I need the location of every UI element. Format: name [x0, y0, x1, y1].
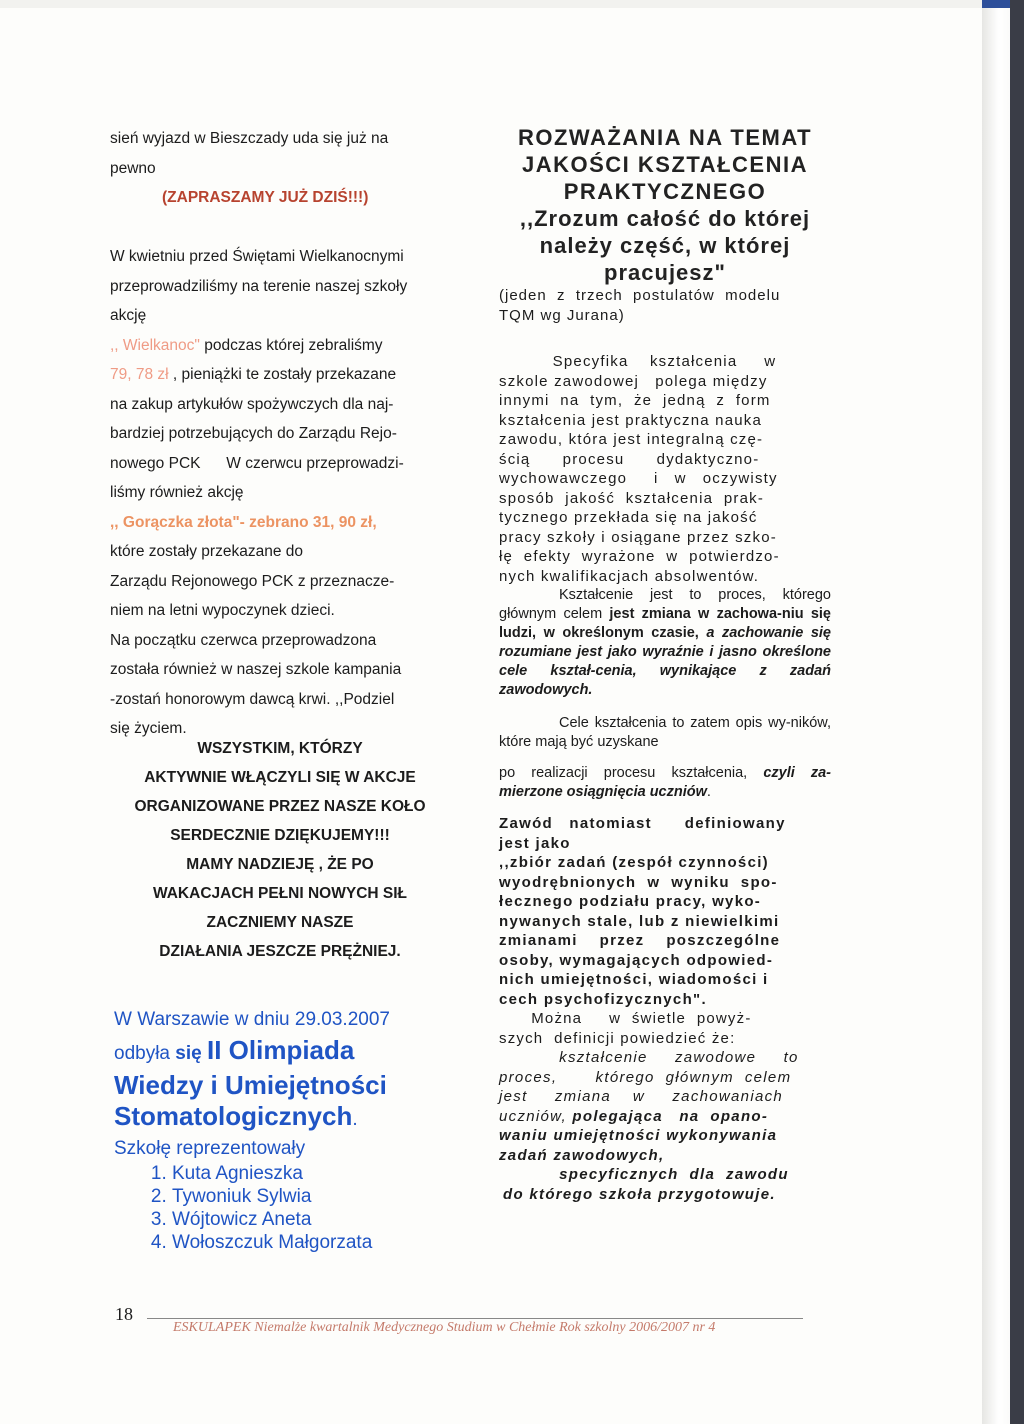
definition-line: osoby, wymagających odpowied-: [499, 951, 774, 969]
thanks-block: [100, 734, 460, 966]
list-item: 2. Tywoniuk Sylwia: [172, 1185, 474, 1208]
conclusion-block: [499, 1009, 831, 1204]
conclusion-bold-italic: specyficznych dla zawodu: [499, 1166, 789, 1183]
definition-line: nich umiejętności, wiadomości i: [499, 971, 769, 988]
para-line: zawodu, która jest integralną czę-: [499, 431, 764, 448]
definition-line: nywanych stale, lub z niewielkimi: [499, 912, 780, 930]
conclusion-bold-italic: waniu umiejętności wykonywania: [499, 1127, 778, 1144]
para2-a: Kształcenie jest to proces, którego głównym celem: [499, 587, 831, 622]
event1-tail: , pieniążki te zostały przekazane: [168, 366, 397, 383]
page-top-edge: [0, 0, 1024, 8]
olympiad-block: [114, 1006, 474, 1254]
names-list: [114, 1162, 474, 1254]
intro-line: pewno: [110, 159, 156, 177]
olympiad-dot: .: [352, 1109, 358, 1130]
text-line: nowego PCK W czerwcu przeprowadzi-: [110, 454, 404, 472]
para3: Cele kształcenia to zatem opis wy-ników, które mają być uzyskane: [499, 715, 831, 750]
para-line: szkole zawodowej polega między: [499, 372, 768, 390]
para4-c: .: [706, 784, 711, 800]
definition-line: łecznego podziału pracy, wyko-: [499, 893, 762, 910]
conclusion-bold-italic: do którego szkoła przygotowuje.: [503, 1185, 776, 1203]
article-title: ROZWAŻANIA NA TEMAT: [517, 125, 813, 150]
event1-amount-line: [110, 360, 450, 390]
conclusion-line: Można w świetle powyż-: [499, 1010, 752, 1027]
article-quote: ,,Zrozum całość do której: [519, 206, 811, 231]
thanks-line: AKTYWNIE WŁĄCZYLI SIĘ W AKCJE: [144, 769, 416, 786]
intro-line: sień wyjazd w Bieszczady uda się już na: [110, 130, 389, 147]
conclusion-line: szych definicji powiedzieć że:: [499, 1029, 736, 1047]
definition-line: Zawód natomiast definiowany: [499, 815, 786, 832]
para2-b: jest zmiana w zachowa-niu się ludzi, w określonym czasie,: [499, 606, 832, 641]
para-line: Specyfika kształcenia w: [499, 353, 777, 370]
text-line: przeprowadziliśmy na terenie naszej szkoły: [110, 277, 408, 295]
definition-line: zmianami przez poszczególne: [499, 932, 781, 949]
scan-dark-edge: [1010, 0, 1024, 1424]
olympiad-title: Wiedzy i Umiejętności: [114, 1070, 387, 1100]
text-line: się życiem.: [110, 720, 187, 737]
olympiad-title: II Olimpiada: [206, 1035, 355, 1065]
left-column: [110, 124, 450, 744]
article-title: JAKOŚCI KSZTAŁCENIA: [522, 152, 808, 177]
article-title: PRAKTYCZNEGO: [563, 179, 767, 204]
event1-line: [110, 331, 450, 361]
article-quote: należy część, w której: [539, 233, 791, 258]
para1: [499, 352, 831, 586]
list-item: 1. Kuta Agnieszka: [172, 1162, 474, 1185]
thanks-line: ORGANIZOWANE PRZEZ NASZE KOŁO: [134, 798, 426, 815]
text-line: liśmy również akcję: [110, 484, 244, 501]
right-column: [499, 124, 831, 1204]
thanks-line: MAMY NADZIEJĘ , ŻE PO: [186, 856, 374, 873]
thanks-line: WAKACJACH PEŁNI NOWYCH SIŁ: [152, 885, 408, 902]
para-line: tycznego przekłada się na jakość: [499, 509, 758, 526]
thanks-line: SERDECZNIE DZIĘKUJEMY!!!: [170, 827, 390, 844]
olympiad-line: [114, 1034, 474, 1070]
para4-b: czyli za-mierzone osiągnięcia uczniów: [499, 765, 831, 800]
article-subtitle: (jeden z trzech postulatów modelu: [499, 287, 781, 304]
conclusion-italic-b: polegająca na opano-: [572, 1107, 769, 1125]
para-line: pracy szkoły i osiągane przez szko-: [499, 528, 777, 546]
para2-c: a zachowanie się rozumiane jest jako wyraźnie i jasno określone cele kształ-cenia, wynikające z zadań zawodowych.: [499, 625, 831, 698]
invite-text: (ZAPRASZAMY JUŻ DZIŚ!!!): [162, 189, 369, 206]
definition-line: cech psychofizycznych".: [499, 990, 707, 1008]
conclusion-mixed: [499, 1107, 831, 1127]
para-line: sposób jakość kształcenia prak-: [499, 489, 765, 507]
para-line: kształcenia jest praktyczna nauka: [499, 411, 763, 429]
para2: [499, 586, 831, 700]
list-item: 3. Wójtowicz Aneta: [172, 1208, 474, 1231]
conclusion-italic: proces, którego głównym celem: [499, 1068, 792, 1086]
event1-amount: 79, 78 zł: [110, 366, 169, 383]
text-line: została również w naszej szkole kampania: [110, 661, 402, 678]
definition-line: wyodrębnionych w wyniku spo-: [499, 873, 778, 891]
text-line: W kwietniu przed Świętami Wielkanocnymi: [110, 248, 404, 265]
para-line: nych kwalifikacjach absolwentów.: [499, 567, 760, 585]
text-line: bardziej potrzebujących do Zarządu Rejo-: [110, 425, 397, 442]
text-line: Na początku czerwca przeprowadzona: [110, 631, 377, 649]
text-line: niem na letni wypoczynek dzieci.: [110, 602, 335, 619]
olympiad-text: odbyła: [114, 1043, 176, 1064]
para4: [499, 764, 831, 802]
definition-block: [499, 814, 831, 1009]
text-line: na zakup artykułów spożywczych dla naj-: [110, 395, 394, 413]
spacer: [110, 213, 450, 243]
olympiad-schools: Szkołę reprezentowały: [114, 1138, 306, 1159]
olympiad-line: W Warszawie w dniu 29.03.2007: [114, 1009, 390, 1030]
para4-a: po realizacji procesu kształcenia,: [499, 765, 764, 781]
text-line: Zarządu Rejonowego PCK z przeznacze-: [110, 572, 395, 590]
footer-rule: [147, 1318, 803, 1319]
event2-text: ,, Gorączka złota"- zebrano 31, 90 zł,: [110, 513, 377, 531]
para-line: łę efekty wyrażone w potwierdzo-: [499, 548, 780, 565]
event1-name: ,, Wielkanoc": [110, 336, 200, 354]
para-line: wychowawczego i w oczywisty: [499, 470, 778, 487]
conclusion-bold-italic: zadań zawodowych,: [499, 1146, 665, 1164]
scan-blue-edge: [982, 0, 1010, 8]
olympiad-title-text: Stomatologicznych: [114, 1101, 353, 1131]
thanks-line: DZIAŁANIA JESZCZE PRĘŻNIEJ.: [159, 943, 401, 960]
thanks-line: WSZYSTKIM, KTÓRZY: [197, 740, 363, 757]
para-line: ścią procesu dydaktyczno-: [499, 450, 760, 468]
text-line: akcję: [110, 307, 147, 324]
text-line: -zostań honorowym dawcą krwi. ,,Podziel: [110, 690, 395, 708]
article-quote: pracujesz": [604, 260, 726, 285]
footer-text: ESKULAPEK Niemalże kwartalnik Medycznego Studium w Chełmie Rok szkolny 2006/2007 nr 4: [173, 1320, 716, 1335]
page-number: 18: [115, 1304, 133, 1324]
text-line: które zostały przekazane do: [110, 543, 303, 560]
conclusion-italic-a: uczniów,: [499, 1107, 573, 1125]
event1-rest: podczas której zebraliśmy: [199, 336, 383, 354]
thanks-line: ZACZNIEMY NASZE: [206, 914, 354, 931]
olympiad-text: się: [175, 1043, 207, 1064]
conclusion-italic: jest zmiana w zachowaniach: [499, 1088, 784, 1105]
article-subtitle: TQM wg Jurana): [499, 307, 625, 324]
para-line: innymi na tym, że jedną z form: [499, 392, 771, 409]
olympiad-title: [114, 1101, 474, 1135]
conclusion-italic: kształcenie zawodowe to: [499, 1049, 799, 1066]
list-item: 4. Wołoszczuk Małgorzata: [172, 1231, 474, 1254]
definition-line: ,,zbiór zadań (zespół czynności): [499, 854, 769, 871]
definition-line: jest jako: [499, 834, 571, 852]
